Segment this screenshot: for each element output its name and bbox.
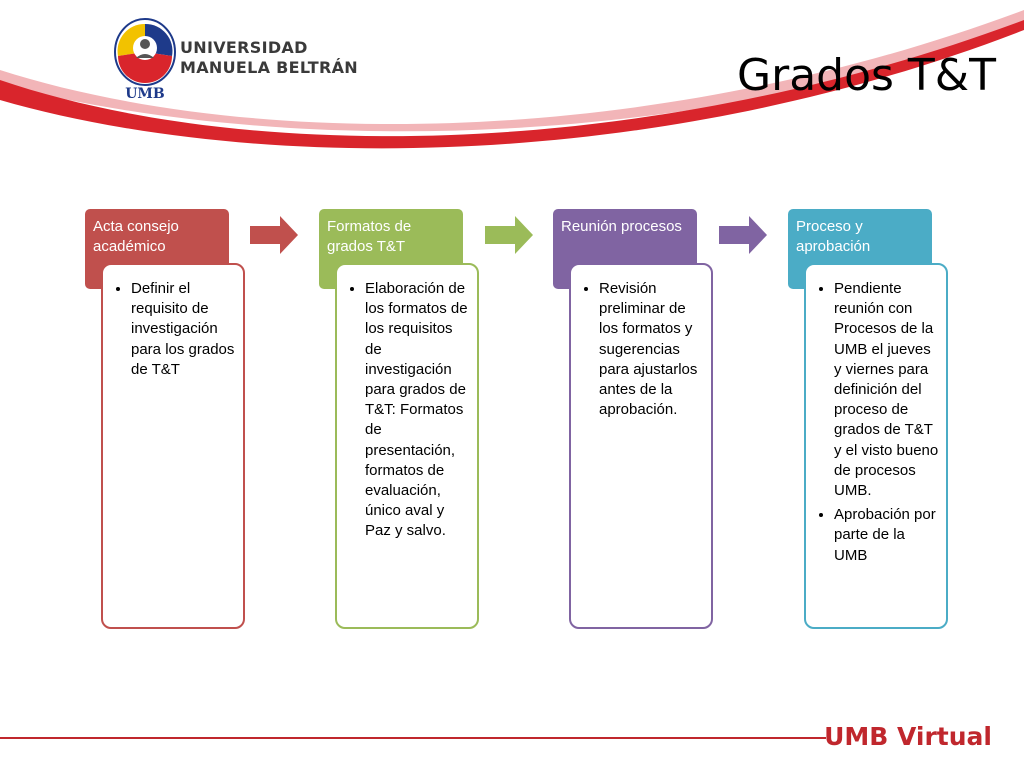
step-1-bullet-1: • Definir el requisito de investigación para los grados de T&T: [131, 279, 237, 380]
university-name-line1: UNIVERSIDAD: [180, 38, 308, 57]
arrow-right-icon: [719, 216, 769, 254]
step-2-header: Formatos de grados T&T: [319, 209, 463, 289]
arrow-right-icon: [485, 216, 535, 254]
step-1-card: [101, 263, 245, 629]
step-2-bullet-1: • Elaboración de los formatos de los requisitos de investigación para grados de T&T: Formatos de presentación, formatos de evaluación, único aval y Paz y salvo.: [365, 279, 471, 542]
step-2-bullets: [345, 279, 471, 542]
process-step-3: [553, 209, 713, 631]
seal-icon: [112, 16, 178, 102]
seal-label: UMB: [125, 86, 165, 102]
step-4-bullet-2: • Aprobación por parte de la UMB: [834, 505, 940, 566]
process-step-2: [319, 209, 479, 631]
step-4-header: Proceso y aprobación: [788, 209, 932, 289]
step-3-bullet-1: • Revisión preliminar de los formatos y sugerencias para ajustarlos antes de la aprobación.: [599, 279, 705, 420]
step-3-bullets: [579, 279, 705, 420]
step-3-card: [569, 263, 713, 629]
process-step-1: [85, 209, 245, 631]
process-step-4: [788, 209, 948, 631]
footer-brand: UMB Virtual: [824, 722, 992, 751]
step-4-bullet-1: • Pendiente reunión con Procesos de la UMB el jueves y viernes para definición del proceso de grados de T&T y el visto bueno de procesos UMB.: [834, 279, 940, 501]
page-title: Grados T&T: [737, 50, 996, 101]
footer-line: [0, 737, 826, 739]
step-1-bullets: [111, 279, 237, 380]
step-1-header: Acta consejo académico: [85, 209, 229, 289]
step-2-card: [335, 263, 479, 629]
step-3-header: Reunión procesos: [553, 209, 697, 289]
step-4-card: [804, 263, 948, 629]
university-name-line2: MANUELA BELTRÁN: [180, 58, 358, 77]
university-name: [180, 38, 358, 78]
university-logo: [112, 16, 358, 104]
arrow-right-icon: [250, 216, 300, 254]
step-4-bullets: [814, 279, 940, 566]
